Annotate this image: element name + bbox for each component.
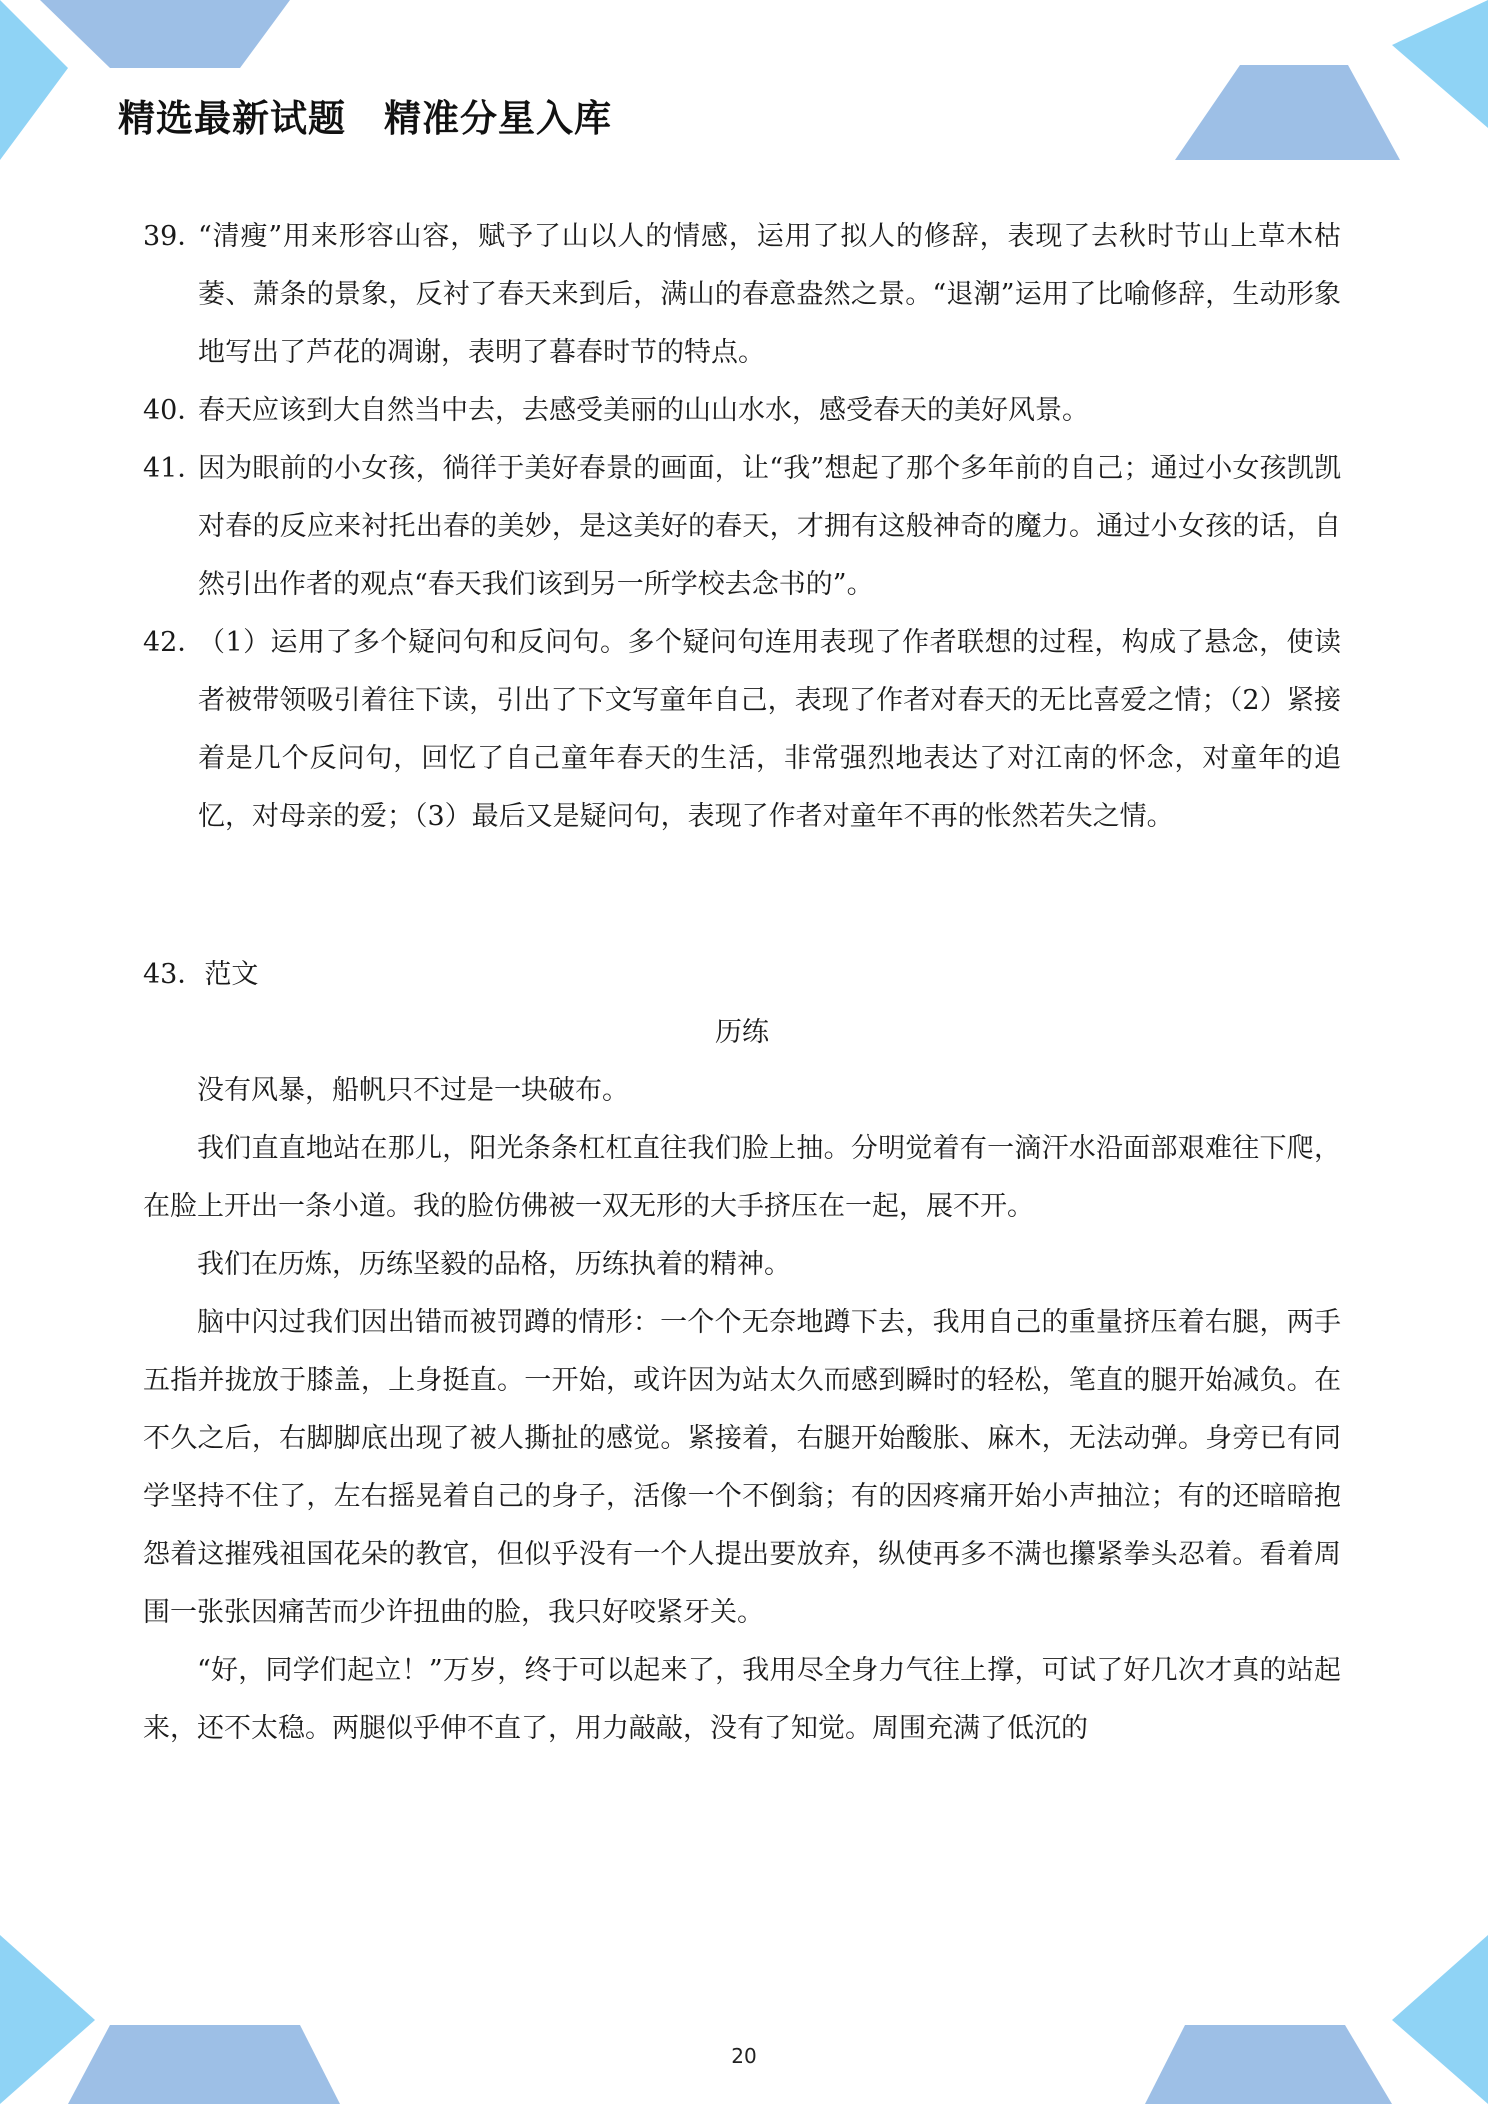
answer-text: 因为眼前的小女孩，徜徉于美好春景的画面，让“我”想起了那个多年前的自己；通过小女孩凯凯对春的反应来衬托出春的美妙，是这美好的春天，才拥有这般神奇的魔力。通过小女孩的话，自然引出作者的观点“春天我们该到另一所学校去念书的”。 xyxy=(198,453,1341,600)
answer-content xyxy=(143,208,1341,1758)
essay-paragraph: 脑中闪过我们因出错而被罚蹲的情形：一个个无奈地蹲下去，我用自己的重量挤压着右腿，两手五指并拢放于膝盖，上身挺直。一开始，或许因为站太久而感到瞬时的轻松，笔直的腿开始减负。在不久之后，右脚脚底出现了被人撕扯的感觉。紧接着，右腿开始酸胀、麻木，无法动弹。身旁已有同学坚持不住了，左右摇晃着自己的身子，活像一个不倒翁；有的因疼痛开始小声抽泣；有的还暗暗抱怨着这摧残祖国花朵的教官，但似乎没有一个人提出要放弃，纵使再多不满也攥紧拳头忍着。看着周围一张张因痛苦而少许扭曲的脸，我只好咬紧牙关。 xyxy=(143,1307,1341,1628)
answer-text: （1）运用了多个疑问句和反问句。多个疑问句连用表现了作者联想的过程，构成了悬念，使读者被带领吸引着往下读，引出了下文写童年自己，表现了作者对春天的无比喜爱之情；（2）紧接着是几个反问句，回忆了自己童年春天的生活，非常强烈地表达了对江南的怀念，对童年的追忆，对母亲的爱；（3）最后又是疑问句，表现了作者对童年不再的怅然若失之情。 xyxy=(198,627,1341,832)
bottom-right-triangle xyxy=(1392,1935,1488,2104)
answer-text: “清瘦”用来形容山容，赋予了山以人的情感，运用了拟人的修辞，表现了去秋时节山上草木枯萎、萧条的景象，反衬了春天来到后，满山的春意盎然之景。“退潮”运用了比喻修辞，生动形象地写出了芦花的凋谢，表明了暮春时节的特点。 xyxy=(198,221,1341,368)
essay-paragraph: 我们直直地站在那儿，阳光条条杠杠直往我们脸上抽。分明觉着有一滴汗水沿面部艰难往下爬，在脸上开出一条小道。我的脸仿佛被一双无形的大手挤压在一起，展不开。 xyxy=(143,1133,1341,1222)
section-spacer xyxy=(143,846,1341,946)
essay-label: 范文 xyxy=(204,959,259,990)
top-left-trapezoid xyxy=(40,0,290,68)
page-number: 20 xyxy=(731,2044,757,2068)
essay-title: 历练 xyxy=(715,1017,769,1048)
answer-39 xyxy=(143,208,1341,382)
essay-header xyxy=(143,946,1341,1004)
page-header-title: 精选最新试题 精准分星入库 xyxy=(118,97,612,140)
essay-paragraph: 没有风暴，船帆只不过是一块破布。 xyxy=(197,1075,629,1106)
top-right-triangle xyxy=(1392,0,1488,128)
essay-paragraph: “好，同学们起立！”万岁，终于可以起来了，我用尽全身力气往上撑，可试了好几次才真的站起来，还不太稳。两腿似乎伸不直了，用力敲敲，没有了知觉。周围充满了低沉的 xyxy=(143,1655,1341,1744)
answer-number: 39． xyxy=(143,221,205,252)
answer-42 xyxy=(143,614,1341,846)
top-left-triangle xyxy=(0,0,68,160)
answer-text: 春天应该到大自然当中去，去感受美丽的山山水水，感受春天的美好风景。 xyxy=(198,395,1089,426)
answer-number: 40． xyxy=(143,395,205,426)
essay-paragraph: 我们在历炼，历练坚毅的品格，历练执着的精神。 xyxy=(197,1249,791,1280)
answer-41 xyxy=(143,440,1341,614)
answer-number: 42． xyxy=(143,627,205,658)
top-right-trapezoid xyxy=(1175,65,1400,160)
answer-40 xyxy=(143,382,1341,440)
essay-number: 43． xyxy=(143,959,205,990)
answer-number: 41． xyxy=(143,453,205,484)
bottom-left-triangle xyxy=(0,1935,95,2104)
